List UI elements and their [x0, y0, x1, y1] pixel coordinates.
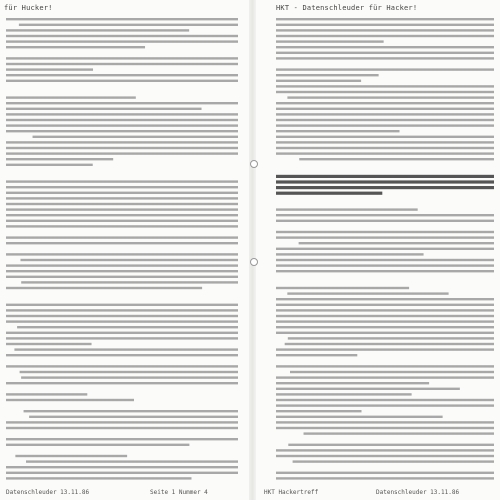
text-line — [299, 158, 494, 160]
text-line — [276, 208, 418, 210]
text-line — [6, 354, 238, 356]
text-line — [6, 102, 238, 104]
left-page-text-lines — [0, 0, 248, 500]
text-line — [6, 113, 238, 115]
text-line — [6, 96, 136, 98]
text-line — [6, 320, 238, 322]
text-line — [20, 371, 238, 373]
text-line — [6, 18, 238, 20]
text-line — [6, 74, 238, 76]
text-line — [6, 382, 238, 384]
text-line — [276, 175, 494, 178]
text-line — [15, 455, 127, 457]
right-page-text-lines — [256, 0, 500, 500]
text-line — [276, 332, 494, 334]
text-line — [6, 46, 145, 48]
text-line — [276, 91, 494, 93]
text-line — [276, 130, 400, 132]
text-line — [6, 427, 238, 429]
text-line — [276, 68, 494, 70]
text-line — [6, 57, 238, 59]
text-line — [276, 393, 412, 395]
text-line — [276, 410, 361, 412]
text-line — [276, 309, 494, 311]
text-line — [276, 376, 494, 378]
text-line — [287, 96, 494, 98]
text-line — [6, 208, 238, 210]
text-line — [276, 421, 494, 423]
text-line — [276, 399, 494, 401]
text-line — [20, 259, 238, 261]
text-line — [6, 80, 238, 82]
text-line — [276, 80, 361, 82]
text-line — [276, 108, 494, 110]
text-line — [276, 248, 494, 250]
text-line — [276, 136, 494, 138]
text-line — [276, 74, 379, 76]
text-line — [6, 152, 238, 154]
text-line — [6, 192, 238, 194]
text-line — [276, 253, 424, 255]
text-line — [276, 236, 494, 238]
text-line — [285, 343, 494, 345]
text-line — [6, 180, 238, 182]
text-line — [276, 192, 382, 195]
left-page-header: für Hucker! — [4, 4, 53, 12]
text-line — [6, 63, 238, 65]
text-line — [276, 404, 494, 406]
text-line — [17, 326, 238, 328]
text-line — [276, 231, 494, 233]
text-line — [276, 259, 494, 261]
text-line — [6, 119, 238, 121]
text-line — [6, 365, 238, 367]
text-line — [276, 298, 494, 300]
text-line — [276, 388, 460, 390]
right-page — [256, 0, 500, 500]
text-line — [6, 343, 92, 345]
text-line — [24, 410, 238, 412]
right-page-footer-left: HKT Hackertreff — [264, 489, 319, 496]
text-line — [6, 242, 238, 244]
text-line — [6, 141, 238, 143]
text-line — [276, 354, 357, 356]
text-line — [6, 276, 238, 278]
text-line — [21, 281, 238, 283]
text-line — [276, 320, 494, 322]
page-gutter — [249, 0, 256, 500]
text-line — [6, 438, 238, 440]
text-line — [288, 444, 494, 446]
text-line — [6, 393, 87, 395]
text-line — [33, 136, 238, 138]
text-line — [6, 214, 238, 216]
text-line — [6, 29, 189, 31]
text-line — [276, 427, 494, 429]
text-line — [6, 147, 238, 149]
text-line — [6, 304, 238, 306]
text-line — [6, 164, 93, 166]
text-line — [6, 236, 238, 238]
right-page-footer-right: Datenschleuder 13.11.86 — [376, 489, 460, 496]
text-line — [276, 29, 494, 31]
text-line — [6, 35, 238, 37]
text-line — [6, 472, 238, 474]
text-line — [276, 315, 494, 317]
text-line — [276, 147, 494, 149]
text-line — [276, 85, 494, 87]
text-line — [288, 337, 494, 339]
text-line — [6, 421, 238, 423]
text-line — [21, 376, 238, 378]
text-line — [6, 332, 238, 334]
text-line — [276, 416, 443, 418]
text-line — [276, 152, 494, 154]
right-page-header: HKT - Datenschleuder für Hacker! — [276, 4, 418, 12]
left-page-footer-right: Seite 1 Nummer 4 — [150, 489, 208, 496]
text-line — [276, 214, 494, 216]
text-line — [276, 180, 494, 183]
text-line — [276, 455, 494, 457]
text-line — [276, 287, 409, 289]
text-line — [276, 365, 494, 367]
text-line — [276, 57, 494, 59]
left-page-footer-left: Datenschleuder 13.11.86 — [6, 489, 90, 496]
text-line — [276, 186, 494, 189]
text-line — [276, 18, 494, 20]
text-line — [6, 253, 238, 255]
text-line — [6, 287, 202, 289]
text-line — [276, 52, 494, 54]
text-line — [6, 315, 238, 317]
text-line — [6, 68, 93, 70]
text-line — [6, 130, 238, 132]
text-line — [6, 399, 134, 401]
text-line — [6, 220, 238, 222]
text-line — [6, 309, 238, 311]
text-line — [6, 270, 238, 272]
text-line — [6, 124, 238, 126]
text-line — [299, 242, 494, 244]
text-line — [6, 466, 238, 468]
text-line — [6, 158, 113, 160]
text-line — [287, 292, 448, 294]
text-line — [276, 304, 494, 306]
text-line — [6, 337, 238, 339]
text-line — [276, 472, 494, 474]
text-line — [6, 225, 238, 227]
text-line — [276, 102, 494, 104]
text-line — [6, 477, 191, 479]
text-line — [276, 382, 429, 384]
text-line — [29, 416, 238, 418]
text-line — [276, 35, 494, 37]
text-line — [276, 477, 494, 479]
text-line — [6, 444, 189, 446]
text-line — [276, 46, 494, 48]
text-line — [6, 40, 238, 42]
text-line — [276, 124, 494, 126]
text-line — [276, 141, 494, 143]
text-line — [26, 460, 238, 462]
text-line — [290, 371, 494, 373]
text-line — [14, 348, 238, 350]
text-line — [276, 270, 494, 272]
text-line — [276, 113, 494, 115]
text-line — [304, 432, 494, 434]
text-line — [6, 186, 238, 188]
text-line — [276, 220, 494, 222]
text-line — [276, 40, 384, 42]
text-line — [19, 24, 238, 26]
text-line — [276, 119, 494, 121]
text-line — [276, 24, 494, 26]
text-line — [276, 348, 494, 350]
text-line — [6, 197, 238, 199]
text-line — [276, 326, 494, 328]
text-line — [6, 203, 238, 205]
text-line — [6, 264, 238, 266]
text-line — [293, 460, 494, 462]
left-page — [0, 0, 248, 500]
text-line — [276, 449, 494, 451]
text-line — [6, 108, 202, 110]
text-line — [276, 264, 494, 266]
